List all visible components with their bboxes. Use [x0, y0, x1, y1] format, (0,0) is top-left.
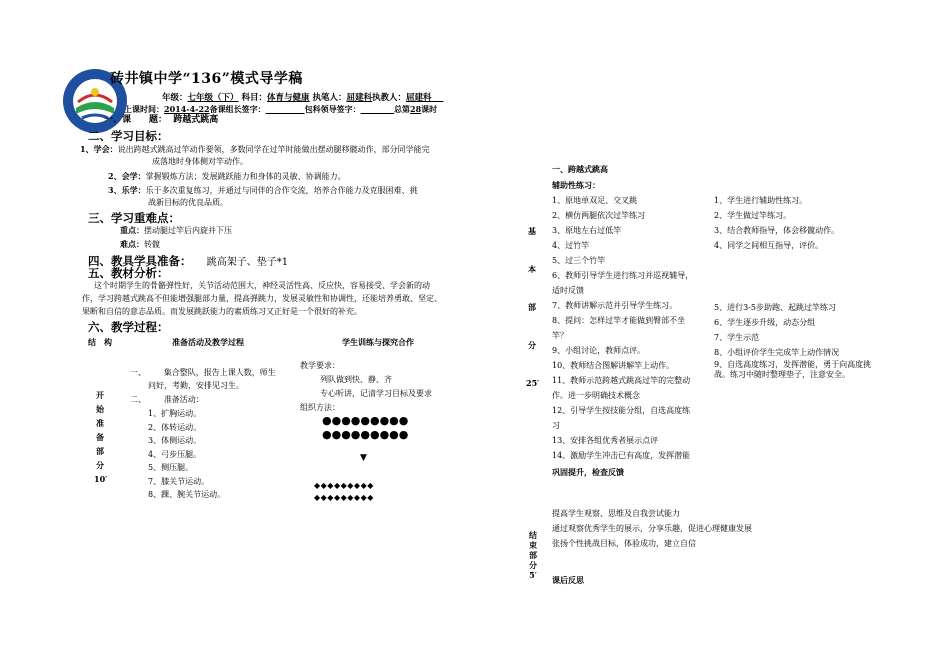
formation-row-1: ●●●●●●●●●	[322, 414, 409, 427]
col-prep: 准备活动及教学过程	[172, 337, 244, 347]
list-item: 2、学生做过竿练习。	[714, 211, 792, 220]
list-item: 14、激励学生冲击已有高度，发挥潜能	[552, 451, 691, 460]
subject-label: 科目：	[241, 93, 268, 103]
list-item: 6、学生逐步升级，动态分组	[714, 318, 816, 327]
list-item: 7、学生示范	[714, 333, 760, 342]
list-item: 提高学生观察、思维及自我尝试能力	[552, 509, 680, 518]
list-item: 1、学生进行辅助性练习。	[714, 196, 808, 205]
list-item: 作。进一步明确技术概念	[552, 391, 640, 400]
prep-items	[148, 407, 225, 502]
keypoints-heading: 三、学习重难点：	[88, 211, 180, 225]
leader-sign-label: 包科领导签字：	[304, 104, 361, 114]
goal-3: 3、乐学：乐于多次重复练习，并通过与同伴的合作交流，培养合作能力及克服困难、挑	[108, 185, 418, 195]
writer-value: 屈建科	[346, 93, 373, 103]
prep-item: 4、弓步压腿。	[148, 449, 202, 459]
date-value: 2014-4-22	[164, 104, 210, 114]
prep-item: 3、体侧运动。	[148, 436, 202, 445]
process-heading: 六、教学过程：	[88, 320, 169, 334]
grade-label: 年级：	[162, 93, 188, 103]
group-leader-sign-label: 备课组长签字：	[209, 104, 266, 114]
basic-heading: 一、跨越式跳高	[552, 164, 608, 174]
analysis-line-2: 作，学习跨越式跳高不但能增强腿部力量，提高弹跳力，发展灵敏性和协调性，还能培养勇敢、坚定、	[82, 294, 442, 303]
total-suffix: 课时	[421, 104, 438, 114]
list-item: 5、进行3-5步助跑、起跳过竿练习	[714, 303, 836, 312]
req-title: 教学要求：	[300, 361, 340, 370]
prep-stage-label: 开 始 准 备 部 分 10′	[94, 390, 108, 484]
list-item: 4、同学之间相互指导，评价。	[714, 241, 824, 250]
prep-step-2: 二、 准备活动：	[130, 395, 204, 404]
list-item: 张扬个性挑战目标，体验成功，建立自信	[552, 539, 696, 548]
basic-teacher-list	[552, 193, 693, 463]
list-item: 10、教师结合图解讲解竿上动作。	[552, 361, 675, 370]
prep-item: 1、扩胸运动。	[148, 409, 202, 418]
formation-row-2: ●●●●●●●●●	[322, 428, 409, 441]
prep-item: 5、侧压腿。	[148, 463, 194, 472]
list-item: 3、结合教师指导，体会移髋动作。	[714, 226, 840, 235]
end-lines	[552, 506, 752, 551]
prep-step-1: 一、 集合整队，报告上课人数，师生	[130, 368, 276, 377]
list-item: 11、教师示范跨越式跳高过竿的完整动	[552, 376, 691, 385]
grade-value: 七年级（下）	[187, 93, 239, 103]
equipment-line: 四、教具学具准备： 跳高架子、垫子*1	[88, 254, 289, 268]
topic-value: 跨越式跳高	[173, 115, 219, 125]
end-heading: 巩固提升，检查反馈	[552, 467, 624, 477]
date-label: 上课时间：	[124, 104, 164, 114]
teacher-label: 执教人：	[372, 93, 407, 103]
list-item: 2、横仿两腿依次过竿练习	[552, 211, 646, 220]
basic-stage-label: 基 本 部 分 25′	[526, 226, 540, 388]
list-item: 8、提问：怎样过竿才能做到臀部不坐	[552, 316, 686, 325]
req-item-2: 专心听讲，记清学习目标及要求	[320, 389, 432, 398]
list-item: 8、小组评价学生完成竿上动作情况	[714, 348, 840, 357]
key-point: 重点：摆动腿过竿后内旋并下压	[120, 225, 232, 235]
reflection-label: 课后反思	[552, 575, 584, 585]
writer-label: 执笔人：	[312, 93, 347, 103]
list-item: 9、小组讨论，教师点评。	[552, 346, 646, 355]
topic-line	[104, 114, 218, 126]
document-title: 砖井镇中学“136”模式导学稿	[110, 71, 303, 87]
difficult-point: 难点：转髋	[120, 239, 160, 249]
goal-3-cont: 战新目标的优良品质。	[148, 198, 228, 207]
list-item: 通过观察优秀学生的展示，分享乐趣，促进心理健康发展	[552, 524, 752, 533]
prep-item: 7、膝关节运动。	[148, 476, 210, 486]
list-item: 12、引导学生按技能分组，自选高度练	[552, 406, 691, 415]
basic-subheading: 辅助性练习：	[552, 180, 600, 190]
basic-student-list-bottom	[714, 300, 839, 360]
col-student: 学生训练与探究合作	[342, 337, 414, 347]
list-item: 竿？	[552, 331, 568, 340]
topic-label: 一、课 题：	[104, 115, 168, 125]
header-info-line	[162, 91, 443, 103]
goal-2: 2、会学：掌握锻炼方法；发展跳跃能力和身体的灵敏、协调能力。	[108, 171, 346, 181]
list-item: 4、过竹竿	[552, 241, 590, 250]
list-item: 6、教师引导学生进行练习并巡视辅导，	[552, 271, 694, 280]
goals-heading: 二、学习目标：	[88, 129, 169, 143]
col-structure: 结 构	[88, 337, 112, 347]
basic-student-list-top	[714, 193, 839, 253]
teacher-position-icon: ▼	[360, 453, 367, 463]
prep-item: 8、踝、腕关节运动。	[148, 490, 226, 499]
list-item: 7、教师讲解示范并引导学生练习。	[552, 301, 678, 310]
analysis-heading: 五、教材分析：	[88, 266, 169, 280]
goal-1-cont: 成落地时身体侧对竿动作。	[152, 157, 248, 166]
org-title: 组织方法：	[300, 403, 340, 412]
list-item: 13、安排各组优秀者展示点评	[552, 436, 659, 445]
list-item: 适时反馈	[552, 286, 584, 295]
list-item: 习	[552, 421, 560, 430]
list-item: 3、原地左右过低竿	[552, 226, 622, 235]
end-stage-label: 结 束 部 分 5′	[529, 530, 537, 580]
formation-row-3: ◆◆◆◆◆◆◆◆◆	[314, 481, 374, 490]
list-item: 1、原地单双足、交叉跳	[552, 196, 638, 205]
subject-value: 体育与健康	[267, 93, 310, 103]
total-label: 总第	[394, 104, 411, 114]
prep-step-1-cont: 问好，考勤，安排见习生。	[148, 381, 244, 390]
analysis-line-1: 这个时期学生的骨骼弹性好，关节活动范围大，神经灵活性高、反应快，容易接受、学会新的动	[94, 281, 430, 290]
total-value: 28	[410, 104, 422, 114]
goal-1: 1、学会：说出跨越式跳高过竿动作要领，多数同学在过竿时能做出摆动腿移髋动作，部分同学能完	[80, 144, 430, 154]
list-item: 5、过三个竹竿	[552, 256, 606, 265]
teacher-value: 屈建科	[406, 93, 432, 103]
prep-item: 2、体转运动。	[148, 422, 202, 432]
analysis-line-3: 果断和自信的意志品质。而发展跳跃能力的素质练习又正好是一个很好的补充。	[82, 307, 362, 316]
formation-row-4: ◆◆◆◆◆◆◆◆◆	[314, 493, 374, 502]
basic-student-item-9: 9、自选高度练习，发挥潜能，勇于向高度挑 战。练习中随时整理垫子，注意安全。	[714, 360, 872, 379]
req-item-1: 列队做到快、静、齐	[320, 375, 392, 384]
